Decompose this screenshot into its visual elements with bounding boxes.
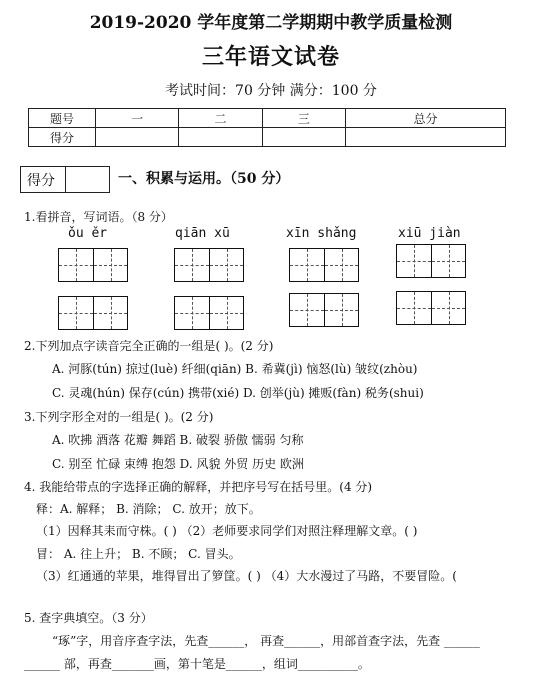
exam-title: 2019-2020 学年度第二学期期中教学质量检测 — [89, 13, 453, 33]
divider — [65, 167, 66, 192]
table-cell: 得分 — [29, 128, 96, 147]
writing-grid[interactable] — [58, 296, 128, 330]
table-cell: 题号 — [29, 109, 96, 128]
score-input-cell[interactable] — [345, 128, 505, 147]
table-cell: 二 — [179, 109, 262, 128]
writing-grid[interactable] — [289, 248, 359, 282]
pinyin-4: xiū jiàn — [398, 226, 461, 241]
option-c: C. 别至 忙碌 束缚 抱怨 D. 风貌 外贸 历史 欧洲 — [52, 457, 304, 471]
sentence-row: （3）红通通的苹果，堆得冒出了箩筐。( ) （4）大水漫过了马路，不要冒险。( — [36, 569, 457, 583]
question-5: 5. 查字典填空。（3 分） — [24, 611, 153, 625]
writing-grid[interactable] — [396, 244, 466, 278]
option-a: A. 河豚(tún) 掠过(luè) 纤细(qiān) B. 希冀(jì) 恼怒(lù) 皱纹(zhòu) — [52, 362, 418, 376]
exam-info: 考试时间：70 分钟 满分：100 分 — [165, 83, 377, 99]
fill-line: ______ 部，再查_______画，第十笔是______，组词__________。 — [24, 657, 370, 671]
paper-title: 三年语文试卷 — [201, 44, 340, 70]
question-2: 2.下列加点字读音完全正确的一组是( )。(2 分) — [24, 339, 274, 353]
sentence-row: （1）因释其耒而守株。( ) （2）老师要求同学们对照注释理解文章。( ) — [36, 524, 418, 538]
fill-line: “琢”字，用音序查字法，先查______， 再查______，用部首查字法，先查 ______ — [52, 634, 480, 648]
table-cell: 三 — [262, 109, 345, 128]
question-4: 4. 我能给带点的字选择正确的解释，并把序号写在括号里。(4 分) — [24, 480, 373, 494]
writing-grid[interactable] — [289, 293, 359, 327]
table-cell: 一 — [96, 109, 179, 128]
question-1: 1.看拼音，写词语。（8 分） — [24, 210, 173, 224]
score-input-cell[interactable] — [96, 128, 179, 147]
option-a: A. 吹拂 酒落 花瓣 舞蹈 B. 破裂 骄傲 懦弱 匀称 — [52, 433, 304, 447]
pinyin-2: qiān xū — [175, 226, 230, 241]
definition-mao: 冒： A. 往上升； B. 不顾； C. 冒头。 — [36, 547, 241, 561]
definition-shi: 释：A. 解释； B. 消除； C. 放开；放下。 — [36, 502, 261, 516]
writing-grid[interactable] — [174, 248, 244, 282]
table-cell: 总分 — [345, 109, 505, 128]
section-title: 一、积累与运用。（50 分） — [118, 171, 290, 187]
score-input-cell[interactable] — [179, 128, 262, 147]
pinyin-1: ǒu ěr — [68, 226, 108, 241]
writing-grid[interactable] — [174, 296, 244, 330]
pinyin-3: xīn shǎng — [286, 226, 357, 241]
writing-grid[interactable] — [58, 248, 128, 282]
section-score-label: 得分 — [27, 173, 55, 189]
question-3: 3.下列字形全对的一组是( )。(2 分) — [24, 410, 214, 424]
score-input-cell[interactable] — [262, 128, 345, 147]
writing-grid[interactable] — [396, 291, 466, 325]
option-c: C. 灵魂(hún) 保存(cún) 携带(xié) D. 创举(jù) 摊贩(fàn) 税务(shui) — [52, 386, 424, 400]
table-row — [29, 109, 506, 128]
section-score-box — [20, 166, 110, 193]
score-table — [28, 108, 506, 147]
table-row — [29, 128, 506, 147]
